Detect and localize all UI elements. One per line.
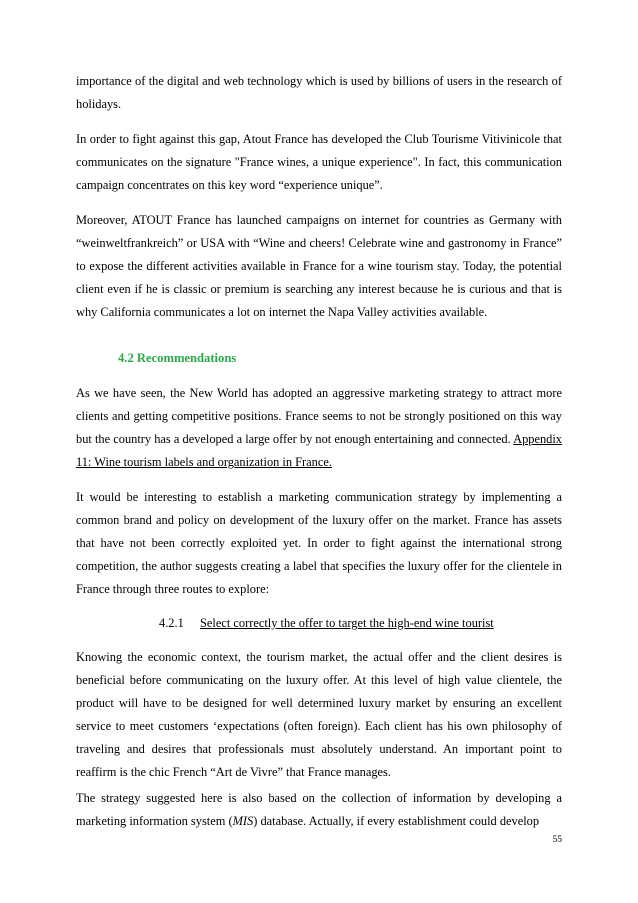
section-heading-recommendations: 4.2 Recommendations	[118, 351, 237, 365]
subsection-heading-4-2-1	[159, 612, 494, 635]
paragraph-mis-text-before: The strategy suggested here is also based on the collection of information by developing a marketing information system (	[76, 791, 562, 828]
paragraph-marketing-strategy: It would be interesting to establish a marketing communication strategy by implementing a common brand and policy on development of the luxury offer on the market. France has assets that have not been correctly exploited yet. In order to fight against the international strong competition, the author suggests creating a label that specifies the luxury offer for the clientele in France through three routes to explore:	[76, 490, 562, 596]
appendix-11-link[interactable]: Appendix 11: Wine tourism labels and organization in France.	[76, 432, 562, 469]
paragraph-new-world-text: As we have seen, the New World has adopted an aggressive marketing strategy to attract more clients and getting competitive positions. France seems to not be strongly positioned on this way but the country has a developed a large offer by not enough entertaining and connected.	[76, 386, 562, 446]
mis-abbreviation: MIS	[232, 814, 254, 828]
paragraph-new-world	[76, 382, 562, 474]
subsection-number: 4.2.1	[159, 616, 184, 630]
paragraph-digital-importance: importance of the digital and web technology which is used by billions of users in the research of holidays.	[76, 74, 562, 111]
paragraph-atout-campaigns: Moreover, ATOUT France has launched campaigns on internet for countries as Germany with “weinweltfrankreich” or USA with “Wine and cheers! Celebrate wine and gastronomy in France” to expose the different activities available in France for a wine tourism stay. Today, the potential client even if he is classic or premium is searching any interest because he is curious and that is why California communicates a lot on internet the Napa Valley activities available.	[76, 213, 562, 319]
paragraph-economic-context: Knowing the economic context, the tourism market, the actual offer and the client desires is beneficial before communicating on the luxury offer. At this level of high value clientele, the product will have to be designed for well determined luxury market by ensuring an excellent service to meet customers ‘expectations (often foreign). Each client has his own philosophy of traveling and desires that professionals must absolutely understand. An important point to reaffirm is the chic French “Art de Vivre” that France manages.	[76, 650, 562, 779]
paragraph-club-tourisme: In order to fight against this gap, Atout France has developed the Club Tourisme Vitivinicole that communicates on the signature "France wines, a unique experience". In fact, this communication campaign concentrates on this key word “experience unique”.	[76, 132, 562, 192]
paragraph-mis-text-after: ) database. Actually, if every establishment could develop	[253, 814, 540, 828]
page-number: 55	[552, 835, 562, 845]
paragraph-mis-strategy	[76, 787, 562, 833]
subsection-title: Select correctly the offer to target the high-end wine tourist	[200, 616, 494, 630]
